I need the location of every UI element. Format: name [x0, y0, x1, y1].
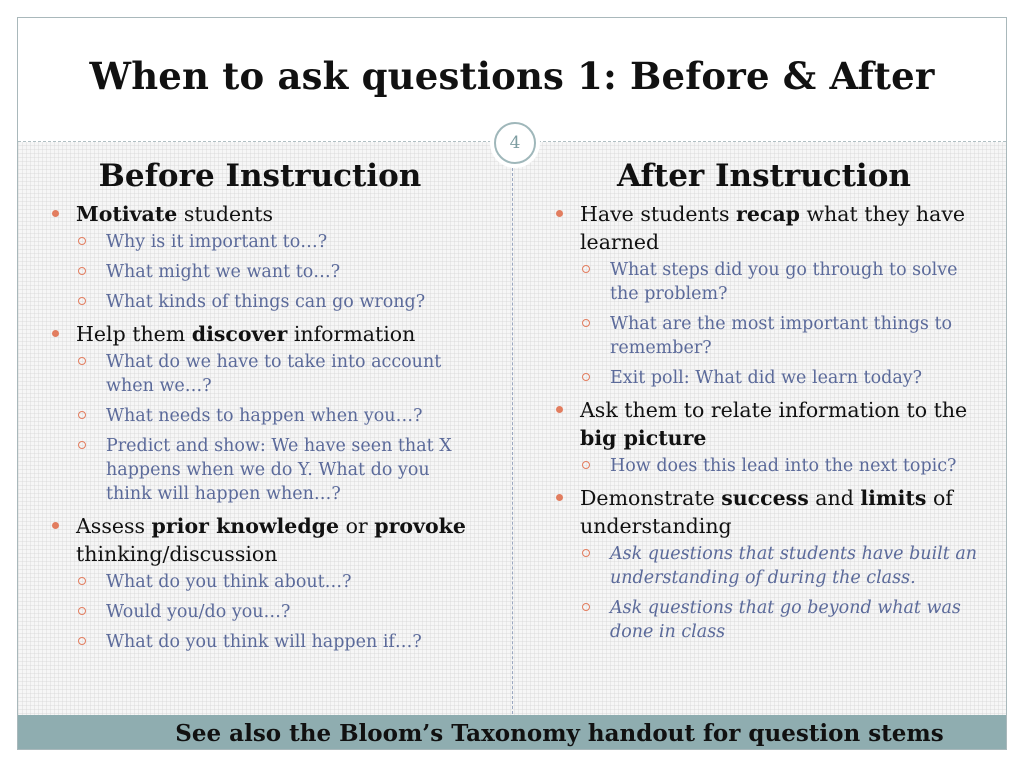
ring-bullet-icon — [582, 603, 590, 611]
sub-bullet-text: What do you think will happen if…? — [106, 632, 422, 652]
sub-bullet-item — [580, 542, 984, 590]
sub-bullet-text: What might we want to…? — [106, 262, 341, 282]
sub-bullet-text: Would you/do you…? — [106, 602, 291, 622]
emphasis-text: recap — [736, 202, 800, 226]
ring-bullet-icon — [582, 549, 590, 557]
ring-bullet-icon — [78, 357, 86, 365]
emphasis-text: success — [721, 486, 809, 510]
bullet-dot-icon — [556, 210, 563, 217]
ring-bullet-icon — [78, 237, 86, 245]
after-instruction-heading: After Instruction — [617, 158, 911, 194]
sub-bullet-item — [76, 570, 480, 594]
sub-bullet-item — [580, 454, 984, 478]
bullet-item — [40, 320, 480, 506]
footer-note: See also the Bloom’s Taxonomy handout for question stems — [175, 720, 944, 747]
sub-bullet-item — [76, 434, 480, 506]
bullet-dot-icon — [52, 210, 59, 217]
sub-bullet-item — [580, 596, 984, 644]
emphasis-text: prior knowledge — [151, 514, 340, 538]
sub-bullet-text: Ask questions that students have built an understanding of during the class. — [610, 544, 978, 588]
bullet-dot-icon — [556, 494, 563, 501]
sub-bullet-list — [580, 454, 984, 478]
bullet-text: thinking/discussion — [76, 542, 278, 566]
sub-bullet-list — [76, 350, 480, 506]
ring-bullet-icon — [78, 411, 86, 419]
before-instruction-heading: Before Instruction — [98, 158, 422, 194]
emphasis-text: limits — [860, 486, 927, 510]
slide-number-badge: 4 — [494, 122, 536, 164]
bullet-text: Demonstrate — [580, 486, 722, 510]
before-instruction-column — [40, 156, 480, 660]
bullet-text: Assess — [76, 514, 152, 538]
sub-bullet-text: What steps did you go through to solve the problem? — [610, 260, 958, 304]
bullet-text: Help them — [76, 322, 192, 346]
bullet-item — [544, 200, 984, 390]
ring-bullet-icon — [78, 577, 86, 585]
sub-bullet-text: What needs to happen when you…? — [106, 406, 423, 426]
sub-bullet-item — [76, 630, 480, 654]
sub-bullet-text: How does this lead into the next topic? — [610, 456, 957, 476]
sub-bullet-text: Exit poll: What did we learn today? — [610, 368, 923, 388]
sub-bullet-item — [76, 290, 480, 314]
bullet-text: what they have learned — [580, 202, 966, 254]
bullet-text: students — [177, 202, 274, 226]
after-instruction-column — [544, 156, 984, 650]
bullet-item — [544, 484, 984, 644]
after-instruction-list — [544, 200, 984, 644]
footer-bar — [18, 715, 1006, 750]
emphasis-text: Motivate — [76, 202, 178, 226]
sub-bullet-text: What do you think about…? — [106, 572, 352, 592]
before-instruction-list — [40, 200, 480, 654]
sub-bullet-item — [76, 404, 480, 428]
sub-bullet-item — [76, 260, 480, 284]
sub-bullet-item — [76, 230, 480, 254]
sub-bullet-list — [76, 570, 480, 654]
sub-bullet-text: What do we have to take into account when we…? — [106, 352, 442, 396]
ring-bullet-icon — [582, 373, 590, 381]
emphasis-text: discover — [191, 322, 288, 346]
sub-bullet-item — [76, 600, 480, 624]
ring-bullet-icon — [78, 297, 86, 305]
sub-bullet-text: What are the most important things to remember? — [610, 314, 953, 358]
bullet-item — [40, 200, 480, 314]
bullet-text: and — [808, 486, 861, 510]
bullet-text: Ask them to relate information to the — [580, 398, 968, 422]
slide — [17, 17, 1007, 750]
column-divider — [512, 168, 513, 714]
sub-bullet-item — [580, 366, 984, 390]
sub-bullet-text: Ask questions that go beyond what was done in class — [610, 598, 961, 642]
sub-bullet-item — [580, 258, 984, 306]
bullet-item — [40, 512, 480, 654]
ring-bullet-icon — [582, 461, 590, 469]
bullet-dot-icon — [556, 406, 563, 413]
bullet-dot-icon — [52, 522, 59, 529]
ring-bullet-icon — [78, 637, 86, 645]
ring-bullet-icon — [78, 441, 86, 449]
emphasis-text: provoke — [374, 514, 466, 538]
bullet-text: Have students — [580, 202, 737, 226]
sub-bullet-text: What kinds of things can go wrong? — [106, 292, 426, 312]
slide-title: When to ask questions 1: Before & After — [89, 54, 935, 98]
sub-bullet-text: Why is it important to…? — [106, 232, 328, 252]
bullet-text: or — [339, 514, 375, 538]
ring-bullet-icon — [582, 265, 590, 273]
sub-bullet-list — [580, 258, 984, 390]
emphasis-text: big picture — [580, 426, 707, 450]
sub-bullet-list — [76, 230, 480, 314]
bullet-text: information — [287, 322, 416, 346]
bullet-text: of understanding — [580, 486, 953, 538]
sub-bullet-item — [76, 350, 480, 398]
sub-bullet-list — [580, 542, 984, 644]
sub-bullet-text: Predict and show: We have seen that X happens when we do Y. What do you think will happen when…? — [106, 436, 452, 504]
ring-bullet-icon — [78, 607, 86, 615]
ring-bullet-icon — [582, 319, 590, 327]
bullet-dot-icon — [52, 330, 59, 337]
bullet-item — [544, 396, 984, 478]
ring-bullet-icon — [78, 267, 86, 275]
sub-bullet-item — [580, 312, 984, 360]
